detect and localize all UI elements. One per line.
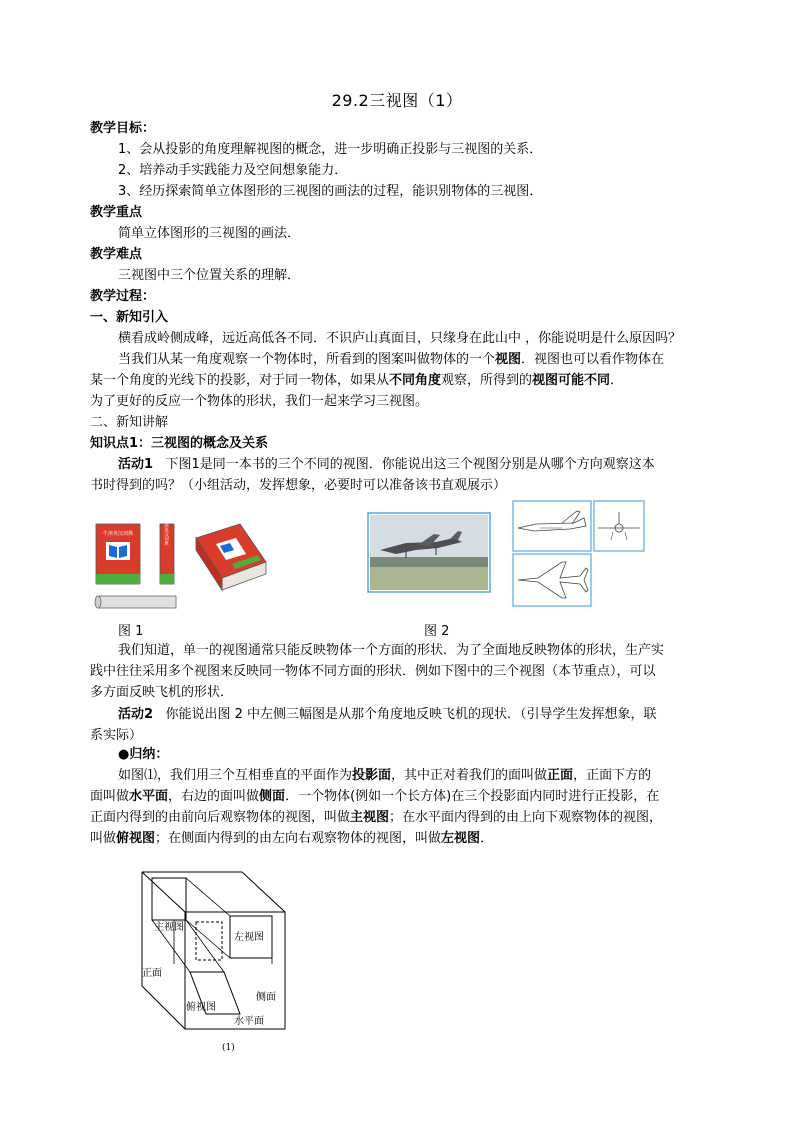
activity2-line1: 活动2 你能说出图 2 中左侧三幅图是从那个角度地反映飞机的现状．（引导学生发挥想象，联	[118, 707, 657, 722]
jet-photo	[368, 513, 490, 592]
book-cover-title: 牛津英汉词典	[102, 531, 134, 537]
activity1-line1: 活动1 下图1是同一本书的三个不同的视图．你能说出这三个视图分别是从哪个方向观察这本	[118, 457, 655, 472]
summary-line1: 如图⑴，我们用三个互相垂直的平面作为投影面，其中正对着我们的面叫做正面，正面下方的	[118, 768, 652, 783]
process-heading: 教学过程：	[90, 289, 156, 304]
svg-text:牛津英汉词典: 牛津英汉词典	[164, 518, 170, 546]
views-paragraph-line3: 多方面反映飞机的形状．	[90, 685, 234, 700]
summary-line4: 叫做俯视图；在侧面内得到的由左向右观察物体的视图，叫做左视图．	[90, 831, 494, 846]
jet-front-view	[594, 501, 644, 551]
activity2-line2: 系实际）	[90, 728, 143, 743]
left-view-label: 左视图	[234, 932, 264, 943]
section1-p3: 为了更好的反应一个物体的形状，我们一起来学习三视图。	[90, 394, 429, 409]
section1-p1: 横看成岭侧成峰，远近高低各不同．不识庐山真面目，只缘身在此山中 ，你能说明是什么原因吗？	[118, 331, 682, 346]
book-bottom-view	[95, 596, 176, 608]
summary-line2: 面叫做水平面，右边的面叫做侧面．一个物体(例如一个长方体)在三个投影面内同时进行正投影，在	[90, 789, 660, 804]
side-plane-label: 侧面	[256, 992, 276, 1003]
views-paragraph-line1: 我们知道，单一的视图通常只能反映物体一个方面的形状．为了全面地反映物体的形状，生产实	[118, 643, 665, 658]
key-point-text: 简单立体图形的三视图的画法．	[118, 226, 301, 241]
section2-heading: 二、新知讲解	[90, 415, 169, 430]
activity1-line2: 书时得到的吗？（小组活动，发挥想象，必要时可以准备该书直观展示）	[90, 478, 507, 493]
objective-item: 2、培养动手实践能力及空间想象能力．	[118, 163, 348, 178]
objectives-heading: 教学目标：	[90, 121, 156, 136]
front-plane-label: 正面	[142, 968, 162, 979]
section1-heading: 一、新知引入	[90, 310, 169, 325]
views-paragraph-line2: 践中往往采用多个视图来反映同一物体不同方面的形状．例如下图中的三个视图（本节重点），可以	[90, 664, 656, 679]
jet-top-view	[513, 554, 591, 606]
key-point-heading: 教学重点	[90, 205, 143, 220]
figure-1-book-views	[90, 512, 280, 612]
main-view-rect	[152, 878, 186, 920]
knowledge-point-1: 知识点1：三视图的概念及关系	[90, 436, 269, 451]
figure-2-caption: 图 2	[424, 624, 450, 639]
jet-side-view	[513, 501, 591, 551]
book-perspective-view	[196, 524, 266, 590]
horizontal-plane-label: 水平面	[234, 1016, 264, 1027]
section1-p2-cont: 某一个角度的光线下的投影，对于同一物体，如果从不同角度观察，所得到的视图可能不同．	[90, 373, 624, 388]
projection-planes-diagram	[130, 864, 300, 1060]
page-title: 29.2三视图（1）	[331, 91, 463, 110]
summary-heading: ●归纳：	[118, 747, 169, 762]
main-view-label: 主视图	[154, 922, 184, 933]
figure-1-caption: 图 1	[118, 624, 144, 639]
objective-item: 3、经历探索简单立体图形的三视图的画法的过程，能识别物体的三视图．	[118, 184, 543, 199]
top-view-label: 俯视图	[186, 1002, 216, 1013]
objective-item: 1、会从投影的角度理解视图的概念，进一步明确正投影与三视图的关系．	[118, 142, 543, 157]
summary-line3: 正面内得到的由前向后观察物体的视图，叫做主视图；在水平面内得到的由上向下观察物体的视图，	[90, 810, 663, 825]
diagram-caption: (1)	[222, 1043, 235, 1053]
difficulty-heading: 教学难点	[90, 247, 143, 262]
figure-2-aircraft-views	[366, 498, 646, 610]
section1-p2: 当我们从某一角度观察一个物体时，所看到的图案叫做物体的一个视图．视图也可以看作物体在	[118, 352, 665, 367]
difficulty-text: 三视图中三个位置关系的理解．	[118, 268, 301, 283]
